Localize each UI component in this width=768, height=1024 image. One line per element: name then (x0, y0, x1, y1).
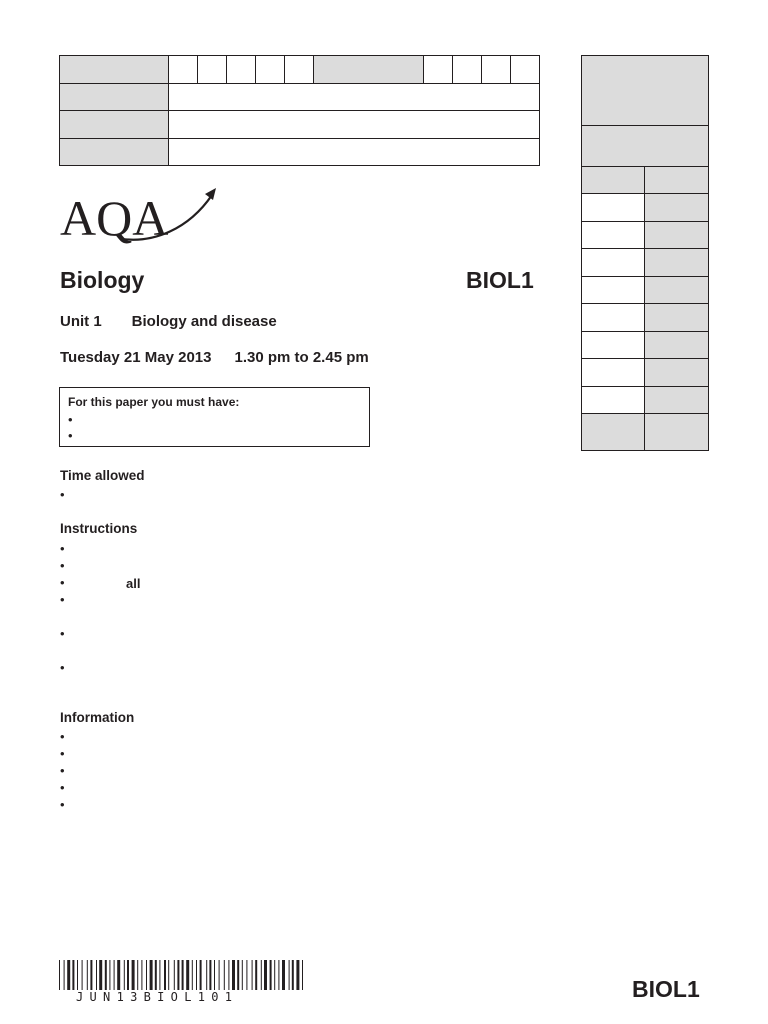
grid-header-cell (582, 56, 709, 126)
barcode-bar (114, 960, 115, 990)
barcode-bar (127, 960, 129, 990)
barcode-bar (196, 960, 197, 990)
barcode-bar (255, 960, 257, 990)
signature-field[interactable] (169, 138, 540, 166)
barcode-bar (174, 960, 175, 990)
bullet: • (60, 763, 65, 778)
barcode-bar (124, 960, 125, 990)
mark-column-header (645, 167, 709, 194)
table-row (60, 56, 540, 84)
unit-line (60, 313, 277, 330)
question-cell (582, 331, 645, 359)
barcode-bar (274, 960, 275, 990)
barcode-bar (109, 960, 110, 990)
time-allowed-heading: Time allowed (60, 468, 145, 483)
barcode-icon (59, 960, 305, 990)
barcode-bar (237, 960, 239, 990)
logo-text: AQA (60, 190, 169, 245)
bullet: • (60, 660, 65, 675)
bullet: • (60, 575, 65, 590)
barcode-bar (59, 960, 60, 990)
barcode-bar (292, 960, 294, 990)
centre-number-box[interactable] (227, 56, 256, 84)
table-row (582, 221, 709, 249)
unit-label: Unit 1 (60, 313, 102, 330)
emphasis-word: all (126, 576, 141, 591)
candidate-number-box[interactable] (424, 56, 453, 84)
bullet: • (60, 487, 65, 502)
barcode-bar (261, 960, 262, 990)
barcode-bar (232, 960, 235, 990)
instructions-heading: Instructions (60, 521, 138, 536)
bullet: • (60, 729, 65, 744)
question-cell (582, 276, 645, 304)
grid-subheader-cell (582, 126, 709, 167)
centre-number-box[interactable] (256, 56, 285, 84)
barcode-bar (242, 960, 243, 990)
mark-cell (645, 304, 709, 332)
exam-time: 1.30 pm to 2.45 pm (234, 349, 369, 366)
exam-date: Tuesday 21 May 2013 (60, 349, 212, 366)
barcode-bar (219, 960, 220, 990)
mark-cell (645, 249, 709, 277)
barcode-bar (117, 960, 120, 990)
barcode-bar (159, 960, 160, 990)
barcode-bar (99, 960, 102, 990)
barcode-bar (192, 960, 193, 990)
barcode-bar (270, 960, 272, 990)
table-row (60, 111, 540, 139)
barcode-bar (64, 960, 65, 990)
barcode-bar (209, 960, 211, 990)
surname-label-cell (60, 83, 169, 111)
examiner-mark-grid (581, 55, 709, 451)
table-row (582, 194, 709, 222)
barcode-bar (186, 960, 189, 990)
bullet: • (60, 558, 65, 573)
question-cell (582, 249, 645, 277)
question-cell (582, 359, 645, 387)
information-heading: Information (60, 710, 135, 725)
question-cell (582, 194, 645, 222)
question-column-header (582, 167, 645, 194)
barcode-bar (87, 960, 88, 990)
barcode-bar (67, 960, 70, 990)
bullet: • (60, 541, 65, 556)
forenames-label-cell (60, 111, 169, 139)
candidate-number-label-cell (314, 56, 424, 84)
mark-cell (645, 331, 709, 359)
barcode-bar (82, 960, 83, 990)
barcode-bar (289, 960, 290, 990)
candidate-details-table (59, 55, 540, 166)
table-row (582, 414, 709, 451)
barcode-bar (182, 960, 184, 990)
table-row (582, 249, 709, 277)
barcode-bar (264, 960, 267, 990)
barcode-bar (206, 960, 207, 990)
barcode-bar (155, 960, 157, 990)
question-cell (582, 221, 645, 249)
barcode-bar (302, 960, 303, 990)
table-row (582, 276, 709, 304)
forenames-field[interactable] (169, 111, 540, 139)
barcode-bar (164, 960, 166, 990)
total-mark-cell (645, 414, 709, 451)
barcode-bar (177, 960, 179, 990)
table-row (582, 386, 709, 414)
mark-cell (645, 194, 709, 222)
subject-title: Biology (60, 267, 145, 293)
centre-number-box[interactable] (198, 56, 227, 84)
barcode-bar (224, 960, 225, 990)
barcode-bar (141, 960, 142, 990)
barcode-bar (252, 960, 253, 990)
table-row (60, 83, 540, 111)
aqa-arrow-logo-icon (58, 185, 223, 245)
barcode-bar (96, 960, 97, 990)
surname-field[interactable] (169, 83, 540, 111)
barcode-bar (214, 960, 215, 990)
centre-number-box[interactable] (285, 56, 314, 84)
barcode-bar (90, 960, 92, 990)
candidate-number-box[interactable] (511, 56, 540, 84)
candidate-number-box[interactable] (482, 56, 511, 84)
barcode-text: JUN13BIOL101 (76, 990, 239, 1004)
candidate-number-box[interactable] (453, 56, 482, 84)
unit-title: Biology and disease (131, 313, 277, 330)
bullet: • (68, 412, 73, 427)
mark-cell (645, 221, 709, 249)
barcode-bar (77, 960, 78, 990)
list-item (60, 575, 141, 591)
bullet: • (60, 626, 65, 641)
mark-cell (645, 386, 709, 414)
bullet: • (60, 592, 65, 607)
barcode-bar (168, 960, 169, 990)
signature-label-cell (60, 138, 169, 166)
bullet: • (68, 428, 73, 443)
materials-box (59, 387, 370, 447)
barcode-bar (246, 960, 247, 990)
barcode-bar (282, 960, 285, 990)
barcode-bar (72, 960, 74, 990)
barcode-bar (150, 960, 153, 990)
paper-code: BIOL1 (466, 267, 534, 293)
materials-heading: For this paper you must have: (68, 395, 240, 409)
bullet: • (60, 780, 65, 795)
table-row (582, 359, 709, 387)
mark-cell (645, 276, 709, 304)
mark-cell (645, 359, 709, 387)
barcode-bar (296, 960, 299, 990)
bullet: • (60, 797, 65, 812)
barcode-bar (137, 960, 138, 990)
barcode-bar (278, 960, 279, 990)
aqa-logo (58, 185, 223, 250)
barcode-bar (132, 960, 135, 990)
table-row (60, 138, 540, 166)
total-label-cell (582, 414, 645, 451)
table-row (582, 331, 709, 359)
barcode-bar (200, 960, 202, 990)
centre-number-label-cell (60, 56, 169, 84)
date-line (60, 349, 369, 366)
centre-number-box[interactable] (169, 56, 198, 84)
barcode-bar (146, 960, 147, 990)
footer-paper-code: BIOL1 (632, 976, 700, 1002)
question-cell (582, 304, 645, 332)
barcode-bar (228, 960, 229, 990)
barcode-bar (105, 960, 107, 990)
table-row (582, 304, 709, 332)
question-cell (582, 386, 645, 414)
bullet: • (60, 746, 65, 761)
